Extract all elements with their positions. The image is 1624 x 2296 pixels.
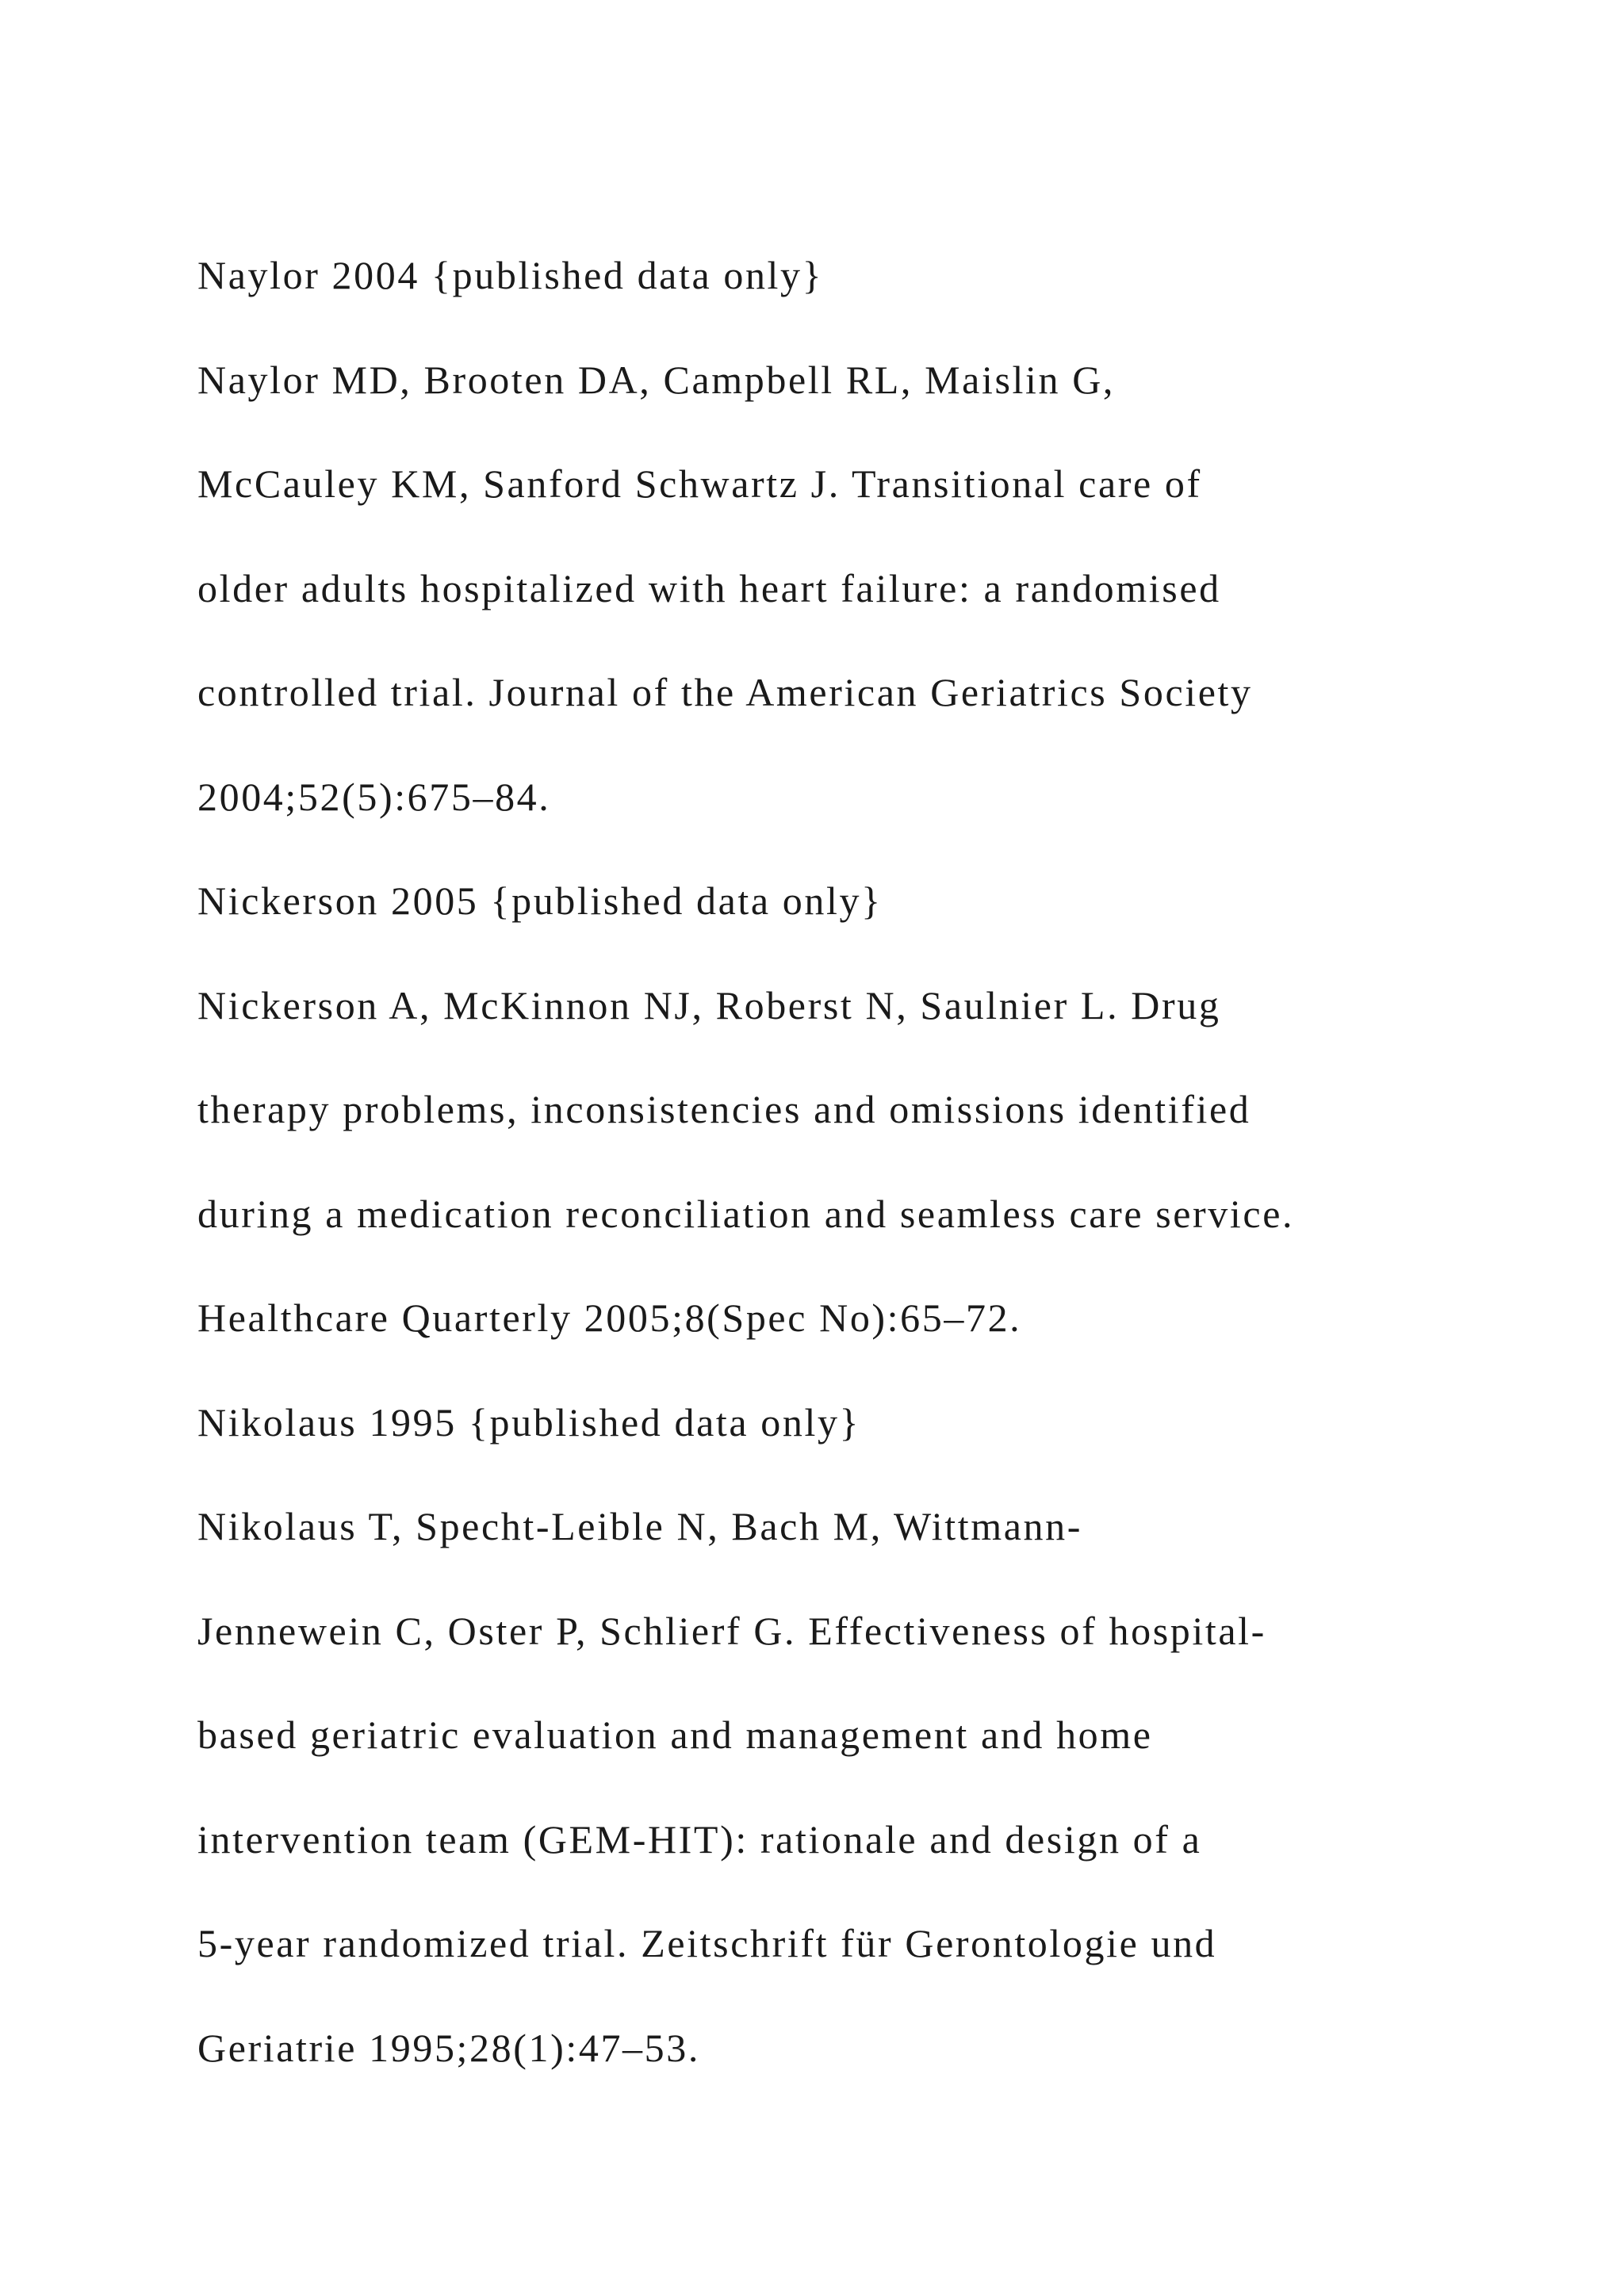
reference-text-line: therapy problems, inconsistencies and omissions identified <box>197 1087 1251 1131</box>
reference-text-line: 5-year randomized trial. Zeitschrift für Gerontologie und <box>197 1921 1217 1965</box>
reference-heading-nickerson-2005: Nickerson 2005 {published data only} <box>197 878 883 923</box>
reference-text-line: Nickerson A, McKinnon NJ, Roberst N, Saulnier L. Drug <box>197 982 1221 1027</box>
reference-text-line: Naylor MD, Brooten DA, Campbell RL, Maislin G, <box>197 357 1116 402</box>
reference-text-line: intervention team (GEM-HIT): rationale and design of a <box>197 1816 1202 1862</box>
reference-text-line: Geriatrie 1995;28(1):47–53. <box>197 2025 700 2070</box>
reference-text-line: controlled trial. Journal of the American Geriatrics Society <box>197 670 1253 714</box>
reference-list <box>197 247 1434 2124</box>
reference-text-line: based geriatric evaluation and management and home <box>197 1712 1153 1757</box>
reference-text-line: 2004;52(5):675–84. <box>197 774 551 819</box>
reference-text-line: Healthcare Quarterly 2005;8(Spec No):65–72. <box>197 1295 1022 1340</box>
reference-heading-naylor-2004: Naylor 2004 {published data only} <box>197 253 824 297</box>
reference-heading-nikolaus-1995: Nikolaus 1995 {published data only} <box>197 1399 861 1445</box>
reference-text-line: Jennewein C, Oster P, Schlierf G. Effectiveness of hospital- <box>197 1608 1266 1653</box>
reference-text-line: older adults hospitalized with heart failure: a randomised <box>197 565 1221 610</box>
reference-text-line: Nikolaus T, Specht-Leible N, Bach M, Wittmann- <box>197 1504 1083 1548</box>
reference-text-line: McCauley KM, Sanford Schwartz J. Transitional care of <box>197 461 1202 506</box>
reference-text-line: during a medication reconciliation and seamless care service. <box>197 1191 1295 1236</box>
